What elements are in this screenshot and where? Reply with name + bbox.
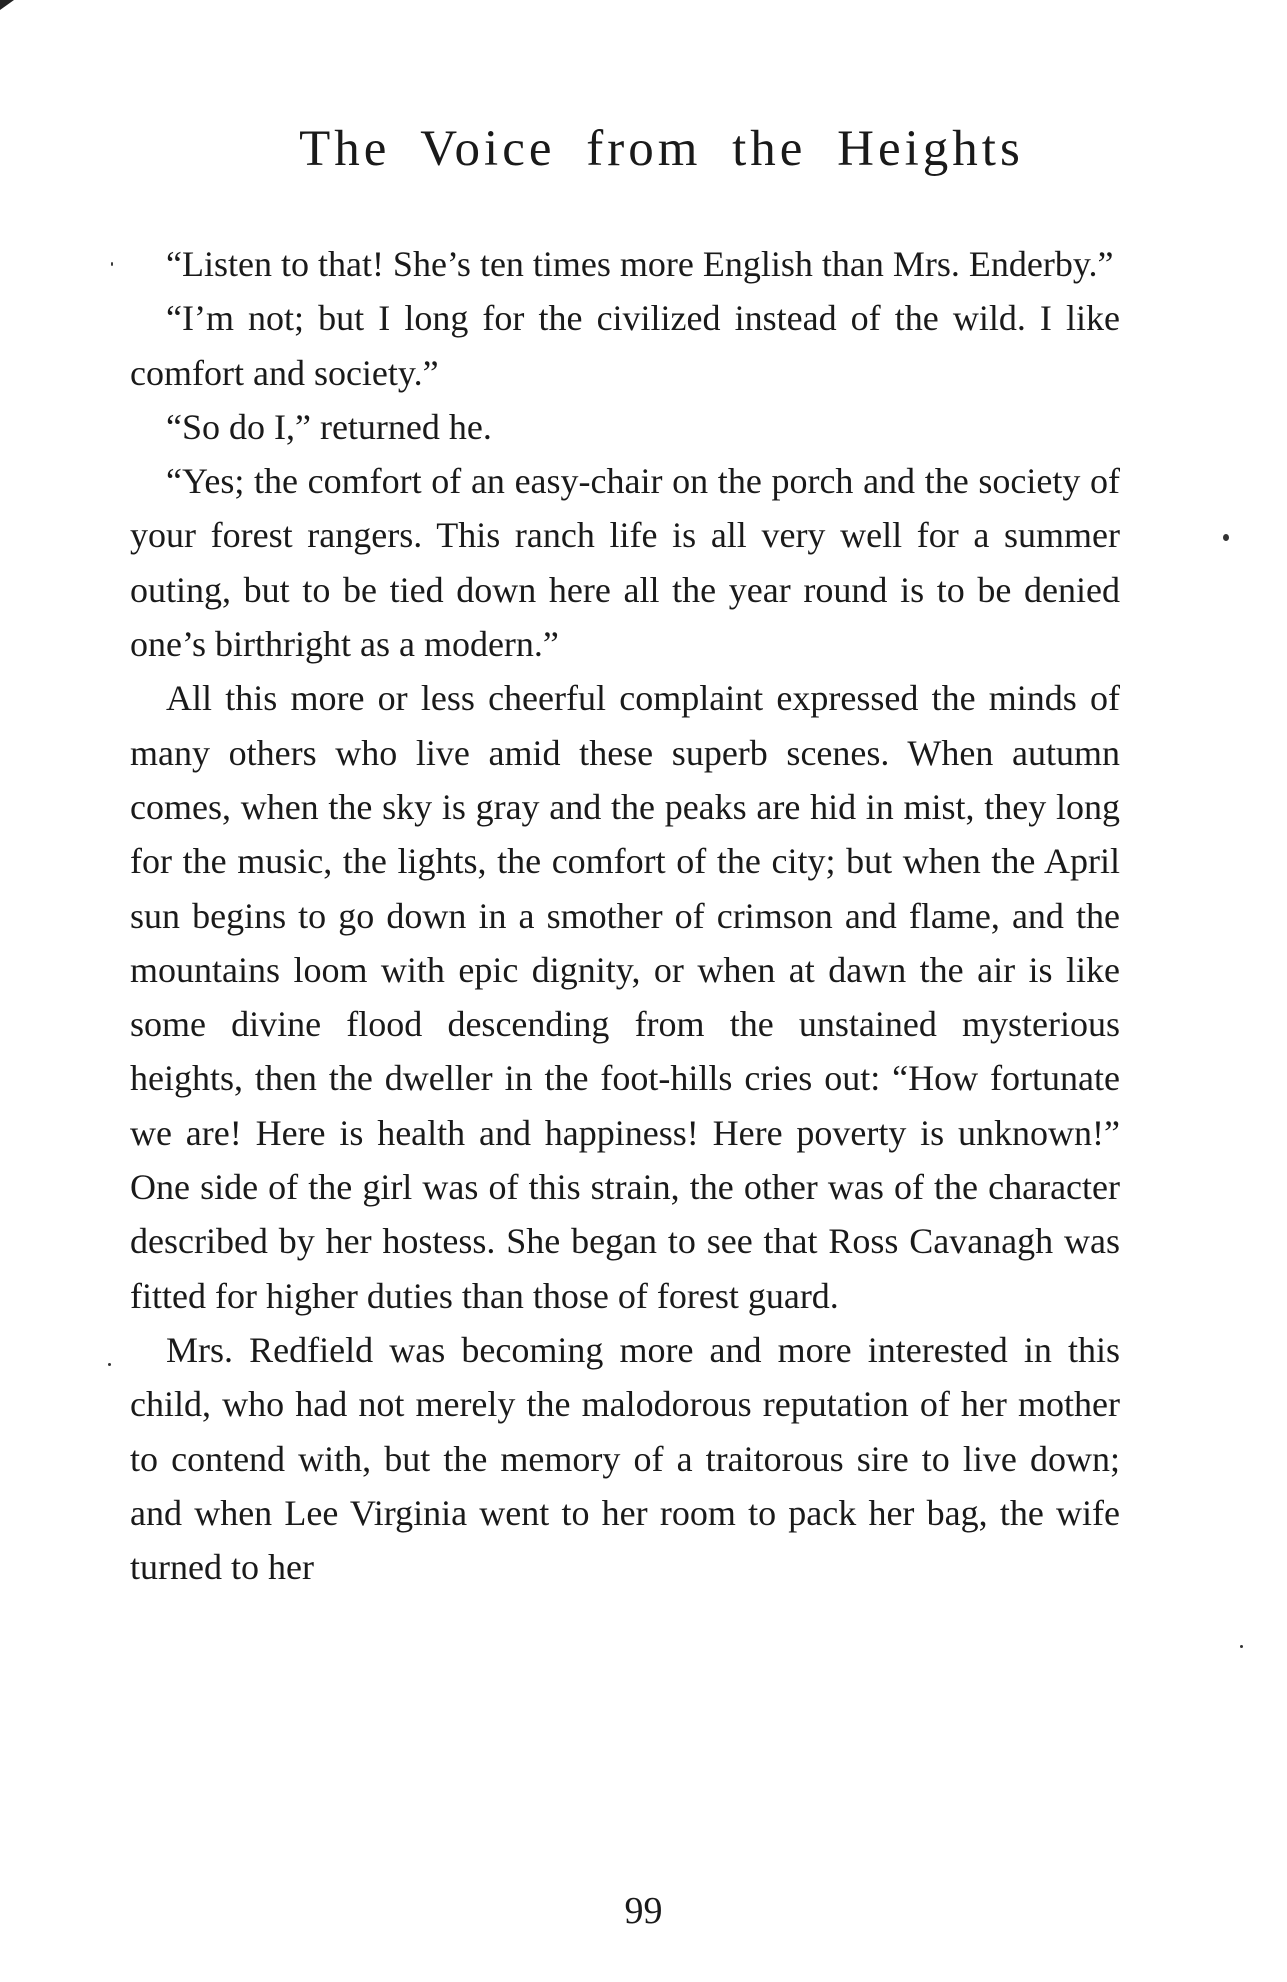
- ink-speck: [1223, 534, 1229, 541]
- paragraph-5: All this more or less cheerful complaint expressed the minds of many others who live amid these superb scenes. When autumn comes, when the sky is gray and the peaks are hid in mist, they long for the music, the lights, the comfort of the city; but when the April sun begins to go down in a smother of crimson and flame, and the mountains loom with epic dignity, or when at dawn the air is like some divine flood descending from the unstained mysterious heights, then the dweller in the foot-hills cries out: “How fortunate we are! Here is health and happiness! Here poverty is unknown!” One side of the girl was of this strain, the other was of the character described by her hostess. She began to see that Ross Cavanagh was fitted for higher duties than those of forest guard.: [130, 678, 1120, 1316]
- body-text: [130, 237, 1120, 1594]
- paragraph-2: “I’m not; but I long for the civilized instead of the wild. I like comfort and society.”: [130, 298, 1120, 393]
- running-head: The Voice from the Heights: [299, 121, 1024, 177]
- ink-speck: [111, 262, 113, 266]
- ink-speck: [1240, 1645, 1243, 1648]
- paragraph-6: Mrs. Redfield was becoming more and more interested in this child, who had not merely the malodorous reputation of her mother to contend with, but the memory of a traitorous sire to live down; and when Lee Virginia went to her room to pack her bag, the wife turned to her: [130, 1329, 1120, 1588]
- paragraph-1: “Listen to that! She’s ten times more English than Mrs. Enderby.”: [166, 244, 1114, 284]
- page-number: 99: [624, 1890, 663, 1932]
- ink-speck: [108, 1363, 111, 1366]
- paragraph-3: “So do I,” returned he.: [166, 406, 492, 447]
- scan-corner-mark: [0, 0, 14, 10]
- paragraph-4: “Yes; the comfort of an easy-chair on the porch and the society of your forest rangers. This ranch life is all very well for a summer outing, but to be tied down here all the year round is to be denied one’s birthright as a modern.”: [130, 461, 1120, 665]
